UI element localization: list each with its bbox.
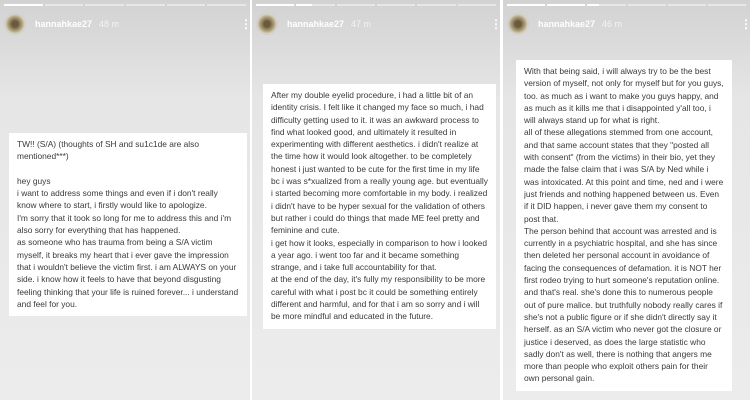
story-header	[4, 12, 252, 36]
progress-segment	[417, 4, 455, 6]
story-header	[256, 12, 502, 36]
story-progress-bar	[507, 4, 746, 6]
story-progress-bar	[256, 4, 496, 6]
story-panel-3[interactable]	[503, 0, 750, 400]
story-text-card: After my double eyelid procedure, i had a little bit of an identity crisis. I felt like it changed my face so much, i had difficulty getting used to it. it was an awkward process to find what looked good, and ultimately it resulted in experimenting with different aesthetics. i didn't realize at the time how it would look altogether. to be completely honest i just wanted to be cute for the first time in my life bc i was s*xualized from a really young age. but eventually i started becoming more comfortable in my body. i realized i didn't have to be hyper sexual for the validation of others but rather i could do things that made ME feel pretty and feminine and cute. i get how it looks, especially in comparison to how i looked a year ago. i went too far and it became something strange, and i take full accountability for that. at the end of the day, it's fully my responsibility to be more careful with what i post bc it could be something entirely different and harmful, and for that i am so sorry and i will be more mindful and educated in the future.	[263, 84, 496, 329]
progress-segment	[167, 4, 206, 6]
progress-segment	[458, 4, 496, 6]
username[interactable]: hannahkae27	[287, 19, 345, 29]
progress-segment	[337, 4, 375, 6]
progress-segment	[507, 4, 545, 6]
avatar[interactable]	[507, 13, 529, 35]
progress-segment	[85, 4, 124, 6]
progress-fill	[296, 4, 311, 6]
story-panel-1[interactable]	[0, 0, 250, 400]
progress-fill	[256, 4, 294, 6]
avatar[interactable]	[256, 13, 278, 35]
timestamp: 47 m	[351, 19, 372, 29]
avatar[interactable]	[4, 13, 26, 35]
timestamp: 46 m	[602, 19, 623, 29]
more-options-icon[interactable]: ⋮	[740, 17, 752, 31]
progress-segment	[45, 4, 84, 6]
progress-segment	[587, 4, 625, 6]
username[interactable]: hannahkae27	[538, 19, 596, 29]
story-panel-2[interactable]	[252, 0, 500, 400]
progress-segment	[377, 4, 415, 6]
more-options-icon[interactable]: ⋮	[490, 17, 502, 31]
progress-segment	[126, 4, 165, 6]
progress-segment	[296, 4, 334, 6]
story-progress-bar	[4, 4, 246, 6]
timestamp: 48 m	[99, 19, 120, 29]
story-text-card: With that being said, i will always try to be the best version of myself, not only for myself but for you guys, too. as much as i want to make you guys happy, and as much as it kills me that i disappointed y'all too, i will always stand up for what is right. all of these allegations stemmed from one account, and that same account states that they "posted all with consent" (from the victims) in their bio, yet they made the false claim that i was S/A by Ned while i was intoxicated. At this point and time, ned and i were just friends and nothing happened between us. Even if it DID happen, i never gave them my consent to post that. The person behind that account was arrested and is currently in a psychiatric hospital, and she has since then deleted her personal account in avoidance of facing the consequences of defamation. it is NOT her first rodeo trying to hurt someone's reputation online. and that's real. she's done this to numerous people out of pure malice. but truthfully nobody really cares if she's not a public figure or if she didn't directly say it herself. as an S/A victim who never got the closure or justice i deserved, as does the large statistic who sadly don't as well, there is nothing that angers me more than people who exploit others pain for their own personal gain.	[516, 60, 732, 391]
progress-segment	[256, 4, 294, 6]
progress-segment	[708, 4, 746, 6]
progress-fill	[507, 4, 545, 6]
progress-fill	[4, 4, 43, 6]
progress-segment	[4, 4, 43, 6]
progress-fill	[547, 4, 585, 6]
story-header	[507, 12, 752, 36]
progress-segment	[628, 4, 666, 6]
story-text-card: TW!! (S/A) (thoughts of SH and su1c1de are also mentioned***) hey guys i want to address some things and even if i don't really know where to start, i firstly would like to apologize. I'm sorry that it took so long for me to address this and i'm also sorry for everything that has happened. as someone who has trauma from being a S/A victim myself, it breaks my heart that i ever gave the impression that i wouldn't believe the victim first. i am ALWAYS on your side. i know how it feels to have that beyond disgusting feeling thinking that your life is ruined forever... i understand and feel for you.	[9, 133, 247, 316]
progress-fill	[587, 4, 598, 6]
progress-segment	[547, 4, 585, 6]
progress-segment	[207, 4, 246, 6]
username[interactable]: hannahkae27	[35, 19, 93, 29]
more-options-icon[interactable]: ⋮	[240, 17, 252, 31]
progress-segment	[668, 4, 706, 6]
